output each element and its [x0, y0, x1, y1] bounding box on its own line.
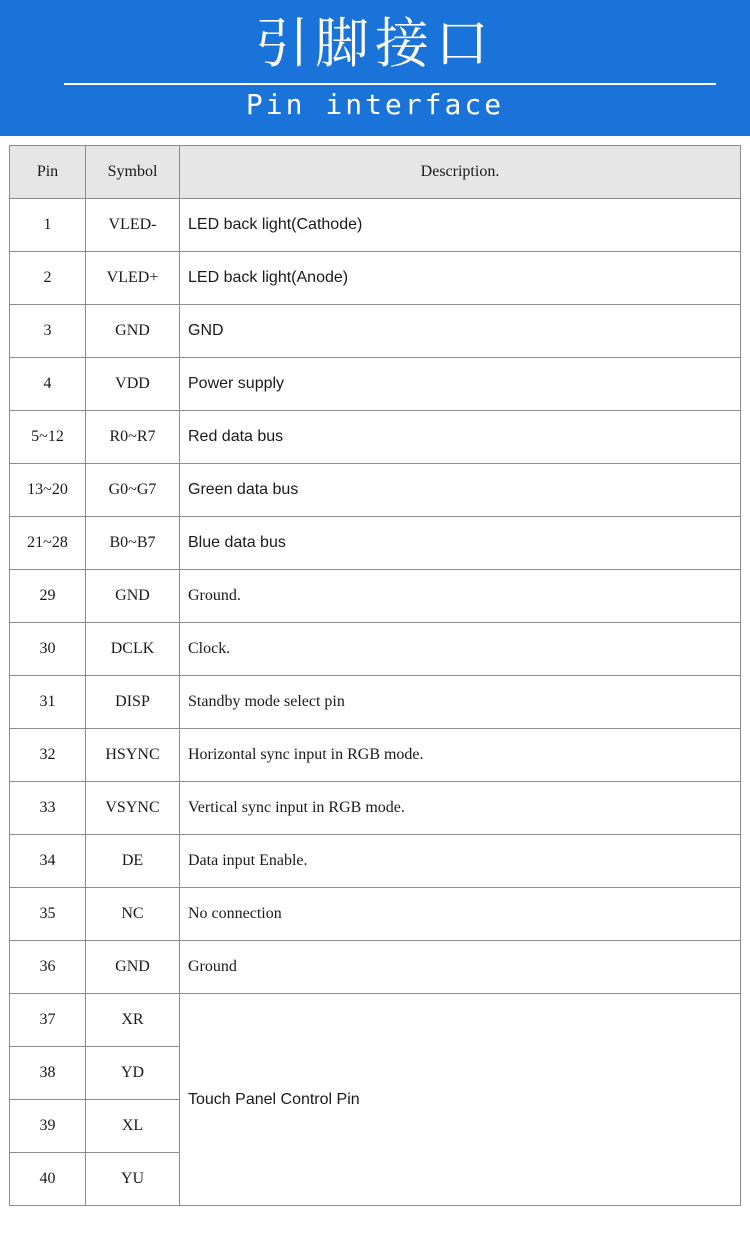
pin-cell: 40 — [10, 1153, 86, 1206]
pin-cell: 35 — [10, 888, 86, 941]
description-cell: Ground. — [180, 570, 741, 623]
symbol-cell: R0~R7 — [86, 411, 180, 464]
symbol-cell: DCLK — [86, 623, 180, 676]
title-banner — [0, 0, 750, 136]
table-row — [10, 729, 741, 782]
table-row — [10, 570, 741, 623]
symbol-cell: GND — [86, 305, 180, 358]
pin-cell: 38 — [10, 1047, 86, 1100]
description-cell: GND — [180, 305, 741, 358]
symbol-cell: XL — [86, 1100, 180, 1153]
pin-cell: 13~20 — [10, 464, 86, 517]
symbol-cell: HSYNC — [86, 729, 180, 782]
table-row — [10, 782, 741, 835]
symbol-cell: VLED+ — [86, 252, 180, 305]
description-cell: Vertical sync input in RGB mode. — [180, 782, 741, 835]
pin-cell: 36 — [10, 941, 86, 994]
description-cell-touch-panel: Touch Panel Control Pin — [180, 994, 741, 1206]
table-row — [10, 676, 741, 729]
symbol-cell: GND — [86, 570, 180, 623]
symbol-cell: VSYNC — [86, 782, 180, 835]
symbol-cell: DISP — [86, 676, 180, 729]
column-header-symbol: Symbol — [86, 146, 180, 199]
symbol-cell: VLED- — [86, 199, 180, 252]
pin-cell: 4 — [10, 358, 86, 411]
description-cell: Horizontal sync input in RGB mode. — [180, 729, 741, 782]
table-row — [10, 623, 741, 676]
pin-cell: 2 — [10, 252, 86, 305]
table-row — [10, 994, 741, 1047]
symbol-cell: XR — [86, 994, 180, 1047]
pin-cell: 29 — [10, 570, 86, 623]
description-cell: Standby mode select pin — [180, 676, 741, 729]
pin-cell: 3 — [10, 305, 86, 358]
table-row — [10, 358, 741, 411]
column-header-pin: Pin — [10, 146, 86, 199]
column-header-description: Description. — [180, 146, 741, 199]
symbol-cell: VDD — [86, 358, 180, 411]
symbol-cell: GND — [86, 941, 180, 994]
description-cell: Power supply — [180, 358, 741, 411]
pin-cell: 30 — [10, 623, 86, 676]
table-row — [10, 252, 741, 305]
symbol-cell: B0~B7 — [86, 517, 180, 570]
pin-cell: 32 — [10, 729, 86, 782]
symbol-cell: DE — [86, 835, 180, 888]
description-cell: Clock. — [180, 623, 741, 676]
symbol-cell: G0~G7 — [86, 464, 180, 517]
pin-cell: 31 — [10, 676, 86, 729]
symbol-cell: YD — [86, 1047, 180, 1100]
pin-cell: 33 — [10, 782, 86, 835]
table-row — [10, 888, 741, 941]
pin-cell: 39 — [10, 1100, 86, 1153]
symbol-cell: NC — [86, 888, 180, 941]
pin-cell: 37 — [10, 994, 86, 1047]
table-row — [10, 305, 741, 358]
page-title-english: Pin interface — [245, 88, 505, 121]
description-cell: No connection — [180, 888, 741, 941]
pin-cell: 21~28 — [10, 517, 86, 570]
description-cell: Data input Enable. — [180, 835, 741, 888]
table-row — [10, 199, 741, 252]
table-row — [10, 411, 741, 464]
description-cell: Blue data bus — [180, 517, 741, 570]
description-cell: Red data bus — [180, 411, 741, 464]
table-row — [10, 941, 741, 994]
table-row — [10, 835, 741, 888]
pin-cell: 34 — [10, 835, 86, 888]
title-divider — [64, 83, 716, 85]
pin-cell: 1 — [10, 199, 86, 252]
description-cell: LED back light(Anode) — [180, 252, 741, 305]
table-row — [10, 517, 741, 570]
page-title-chinese: 引脚接口 — [255, 12, 495, 75]
description-cell: LED back light(Cathode) — [180, 199, 741, 252]
description-cell: Ground — [180, 941, 741, 994]
pin-table — [9, 145, 741, 1206]
table-row — [10, 464, 741, 517]
symbol-cell: YU — [86, 1153, 180, 1206]
description-cell: Green data bus — [180, 464, 741, 517]
table-header-row — [10, 146, 741, 199]
pin-cell: 5~12 — [10, 411, 86, 464]
